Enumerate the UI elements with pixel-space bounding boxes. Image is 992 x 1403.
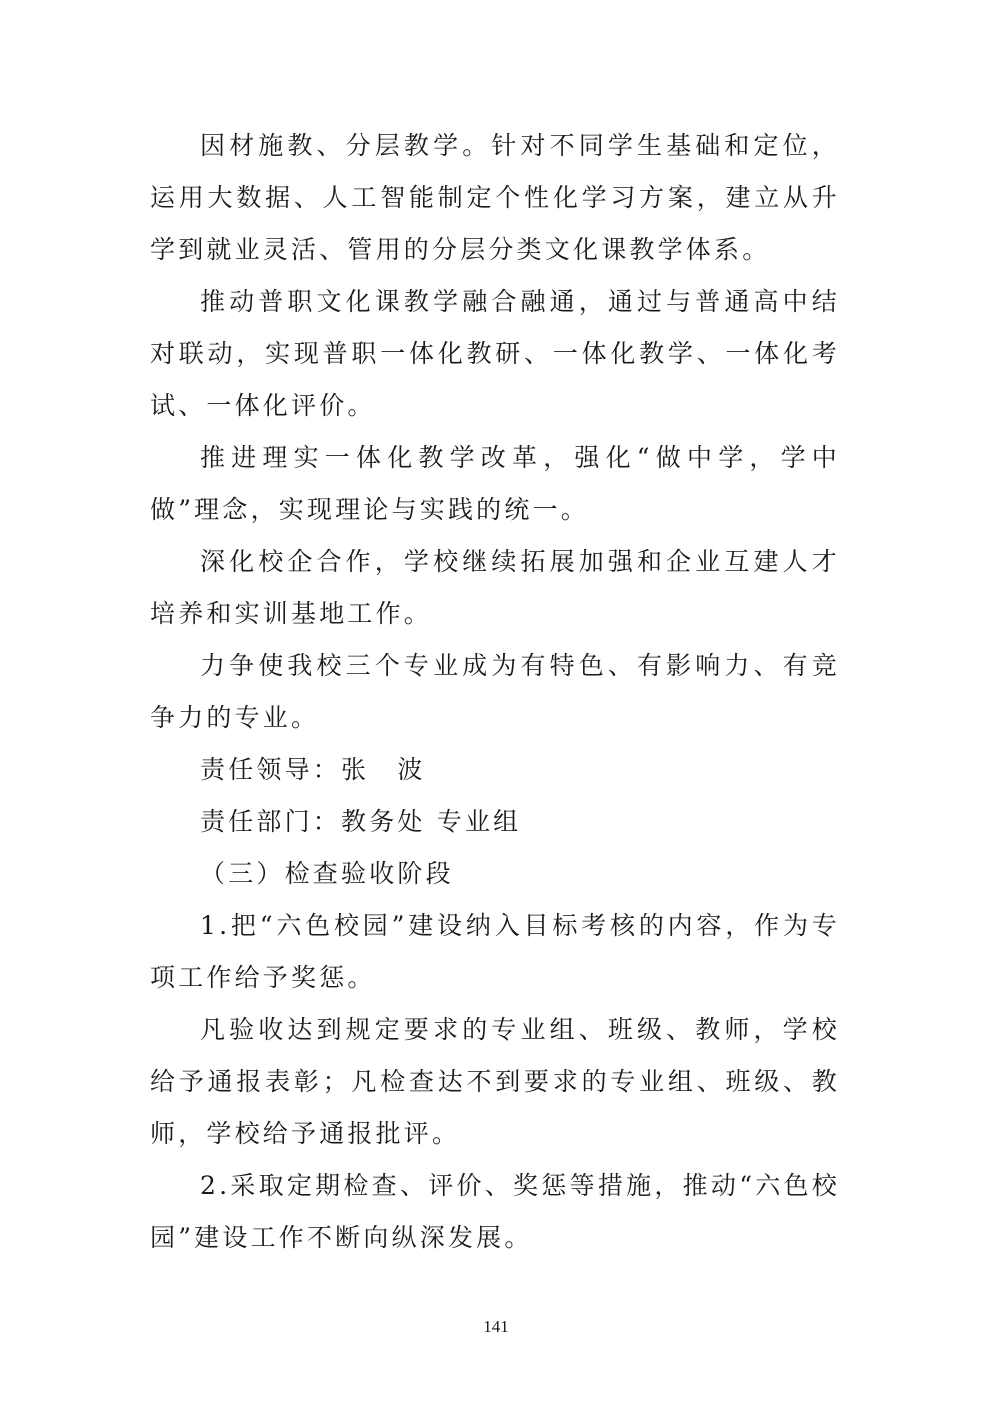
document-body <box>150 120 840 1264</box>
responsible-department: 责任部门：教务处 专业组 <box>200 807 522 836</box>
responsible-leader: 责任领导：张 波 <box>200 755 426 784</box>
paragraph-tiered-teaching: 因材施教、分层教学。针对不同学生基础和定位，运用大数据、人工智能制定个性化学习方案，建立从升学到就业灵活、管用的分层分类文化课教学体系。 <box>150 131 840 264</box>
section-heading: （三）检查验收阶段 <box>200 859 454 888</box>
item-acceptance: 凡验收达到规定要求的专业组、班级、教师，学校给予通报表彰；凡检查达不到要求的专业组、班级、教师，学校给予通报批评。 <box>150 1015 840 1148</box>
page-number: 141 <box>483 1317 509 1336</box>
paragraph-majors: 力争使我校三个专业成为有特色、有影响力、有竞争力的专业。 <box>150 651 840 732</box>
item-1: 1.把“六色校园”建设纳入目标考核的内容，作为专项工作给予奖惩。 <box>150 911 840 992</box>
paragraph-integration: 推动普职文化课教学融合融通，通过与普通高中结对联动，实现普职一体化教研、一体化教学、一体化考试、一体化评价。 <box>150 287 840 420</box>
paragraph-theory-practice: 推进理实一体化教学改革，强化“做中学，学中做”理念，实现理论与实践的统一。 <box>150 443 840 524</box>
item-2: 2.采取定期检查、评价、奖惩等措施，推动“六色校园”建设工作不断向纵深发展。 <box>150 1171 840 1252</box>
paragraph-school-enterprise: 深化校企合作，学校继续拓展加强和企业互建人才培养和实训基地工作。 <box>150 547 840 628</box>
